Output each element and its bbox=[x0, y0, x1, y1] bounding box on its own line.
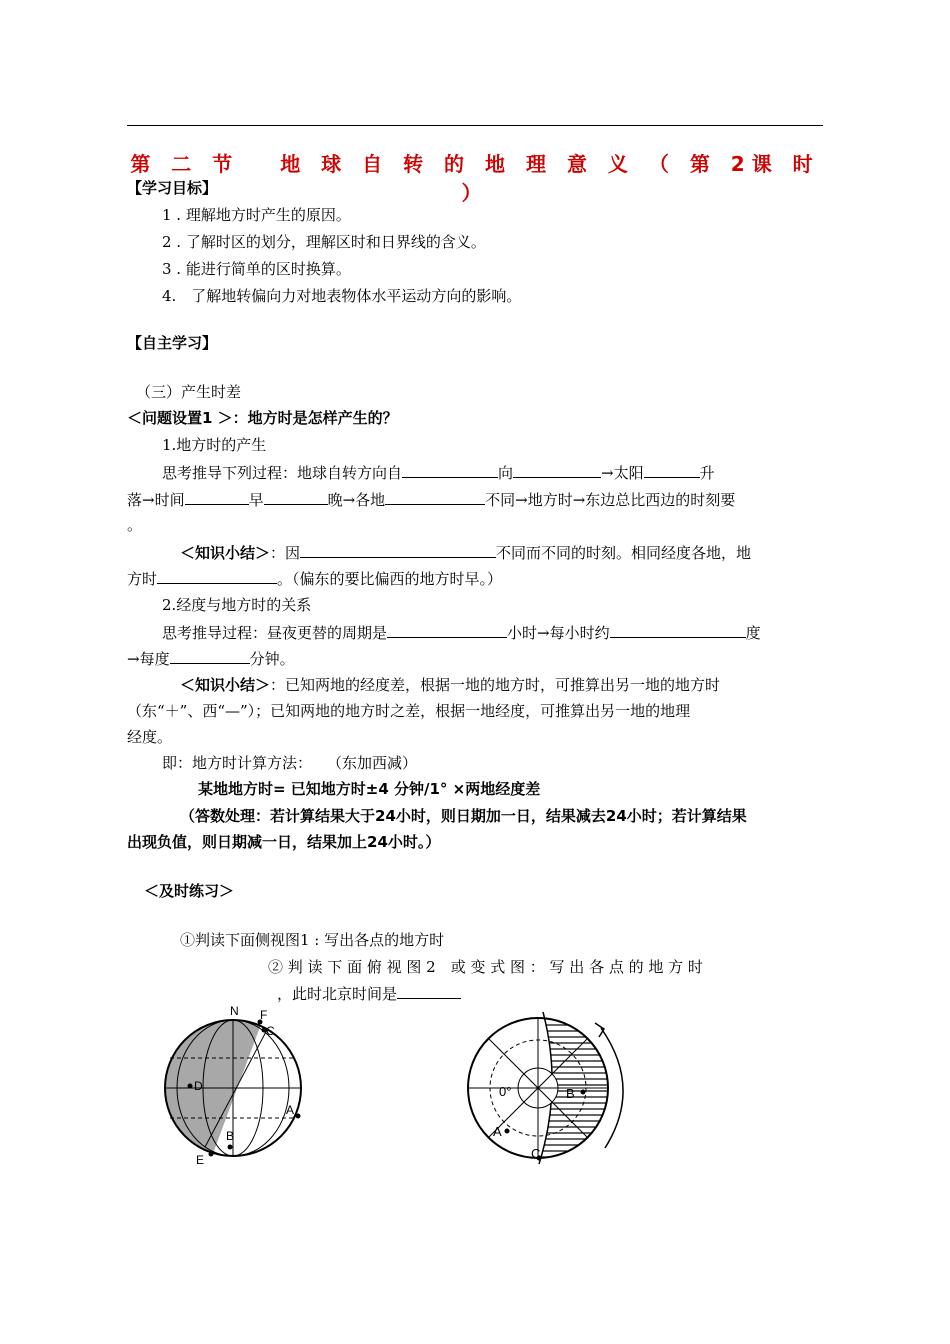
fill-blank[interactable] bbox=[397, 982, 461, 999]
fill-blank[interactable] bbox=[264, 488, 328, 505]
goal-item: 4. 了解地转偏向力对地表物体水平运动方向的影响。 bbox=[162, 287, 522, 305]
question-1: ＜问题设置1 ＞：地方时是怎样产生的？ bbox=[127, 409, 398, 427]
think-text: 晚→各地 bbox=[327, 491, 386, 509]
fill-blank[interactable] bbox=[387, 621, 507, 638]
summary-2b: （东“＋”、西“—”）；已知两地的地方时之差，根据一地经度，可推算出另一地的地理 bbox=[127, 702, 691, 720]
think-text: 升 bbox=[699, 464, 715, 482]
formula: 某地地方时= 已知地方时±4 分钟/1° ×两地经度差 bbox=[198, 780, 541, 798]
summary-label: ＜知识小结＞ bbox=[180, 676, 271, 694]
label-a: A bbox=[286, 1103, 295, 1117]
figure-2-top-view-globe bbox=[455, 998, 645, 1173]
summary-text: 不同而不同的时刻。相同经度各地，地 bbox=[496, 544, 752, 562]
point-marker bbox=[296, 1114, 301, 1119]
fill-blank[interactable] bbox=[513, 461, 601, 478]
think-line-3: 。 bbox=[127, 516, 143, 534]
summary-2 bbox=[180, 674, 720, 696]
think-text: 小时→每小时约 bbox=[507, 624, 610, 642]
summary-text: ：已知两地的经度差，根据一地的地方时，可推算出另一地的地方时 bbox=[270, 676, 721, 694]
think-line-4 bbox=[162, 621, 761, 644]
summary-1b bbox=[127, 567, 502, 590]
think-text: 思考推导下列过程：地球自转方向自 bbox=[162, 464, 403, 482]
think-text: 分钟。 bbox=[249, 650, 295, 668]
note-line-1: （答数处理：若计算结果大于24小时，则日期加一日，结果减去24小时；若计算结果 bbox=[180, 807, 747, 825]
think-text: →太阳 bbox=[601, 464, 644, 482]
figure-1-side-view-globe bbox=[150, 1000, 320, 1175]
practice-question-2: ② 判 读 下 面 俯 视 图 2 或 变 式 图 ： 写 出 各 点 的 地 方 时 bbox=[268, 958, 703, 976]
subheading-2: 2.经度与地方时的关系 bbox=[162, 596, 312, 614]
summary-text: 方时 bbox=[127, 570, 158, 588]
label-b: B bbox=[226, 1129, 235, 1143]
summary-2c: 经度。 bbox=[127, 728, 173, 746]
note-line-2: 出现负值，则日期减一日，结果加上24小时。） bbox=[127, 833, 441, 851]
label-a: A bbox=[493, 1124, 502, 1139]
header-rule bbox=[127, 125, 823, 126]
goals-heading: 【学习目标】 bbox=[127, 179, 218, 197]
summary-1 bbox=[180, 541, 751, 564]
think-line-2 bbox=[127, 488, 735, 511]
method-line: 即：地方时计算方法： （东加西减） bbox=[162, 754, 418, 772]
section-title: （三）产生时差 bbox=[136, 383, 242, 401]
think-text: →每度 bbox=[127, 650, 170, 668]
think-text: 向 bbox=[498, 464, 514, 482]
fill-blank[interactable] bbox=[385, 488, 485, 505]
summary-text: ：因 bbox=[270, 544, 301, 562]
think-text: 度 bbox=[745, 624, 761, 642]
subheading-1: 1.地方时的产生 bbox=[162, 436, 267, 454]
goal-item: 1 . 理解地方时产生的原因。 bbox=[162, 206, 351, 224]
label-0-degree: 0° bbox=[499, 1084, 512, 1099]
think-text: 不同→地方时→东边总比西边的时刻要 bbox=[485, 491, 736, 509]
fill-blank[interactable] bbox=[157, 567, 277, 584]
point-marker bbox=[581, 1090, 586, 1095]
fill-blank[interactable] bbox=[644, 461, 700, 478]
think-text: 思考推导过程：昼夜更替的周期是 bbox=[162, 624, 388, 642]
summary-text: 。（偏东的要比偏西的地方时早。） bbox=[277, 570, 503, 588]
point-marker bbox=[188, 1084, 193, 1089]
label-c: C bbox=[266, 1024, 275, 1038]
fill-blank[interactable] bbox=[402, 461, 498, 478]
think-line-5 bbox=[127, 647, 295, 670]
fill-blank[interactable] bbox=[300, 541, 496, 558]
page-title: 第 二 节 地 球 自 转 的 地 理 意 义 （ 第 2课 时 ） bbox=[130, 152, 820, 205]
practice-heading: ＜及时练习＞ bbox=[144, 882, 235, 900]
label-c: C bbox=[531, 1146, 541, 1161]
think-line-1 bbox=[162, 461, 715, 484]
goal-item: 2 . 了解时区的划分，理解区时和日界线的含义。 bbox=[162, 233, 486, 251]
label-b: B bbox=[566, 1086, 575, 1101]
practice-question-1: ①判读下面侧视图1 : 写出各点的地方时 bbox=[180, 931, 445, 949]
think-text: 早 bbox=[248, 491, 264, 509]
point-marker bbox=[505, 1129, 510, 1134]
summary-label: ＜知识小结＞ bbox=[180, 544, 271, 562]
think-text: 落→时间 bbox=[127, 491, 185, 509]
self-study-heading: 【自主学习】 bbox=[127, 334, 218, 352]
fill-blank[interactable] bbox=[170, 647, 250, 664]
label-d: D bbox=[194, 1079, 203, 1093]
label-e: E bbox=[196, 1153, 205, 1167]
label-f: F bbox=[260, 1008, 268, 1022]
fill-blank[interactable] bbox=[185, 488, 249, 505]
question-text: ，此时北京时间是 bbox=[277, 985, 398, 1003]
goal-item: 3 . 能进行简单的区时换算。 bbox=[162, 260, 351, 278]
fill-blank[interactable] bbox=[610, 621, 746, 638]
point-marker bbox=[228, 1145, 233, 1150]
label-n: N bbox=[230, 1004, 239, 1018]
point-marker bbox=[209, 1152, 214, 1157]
